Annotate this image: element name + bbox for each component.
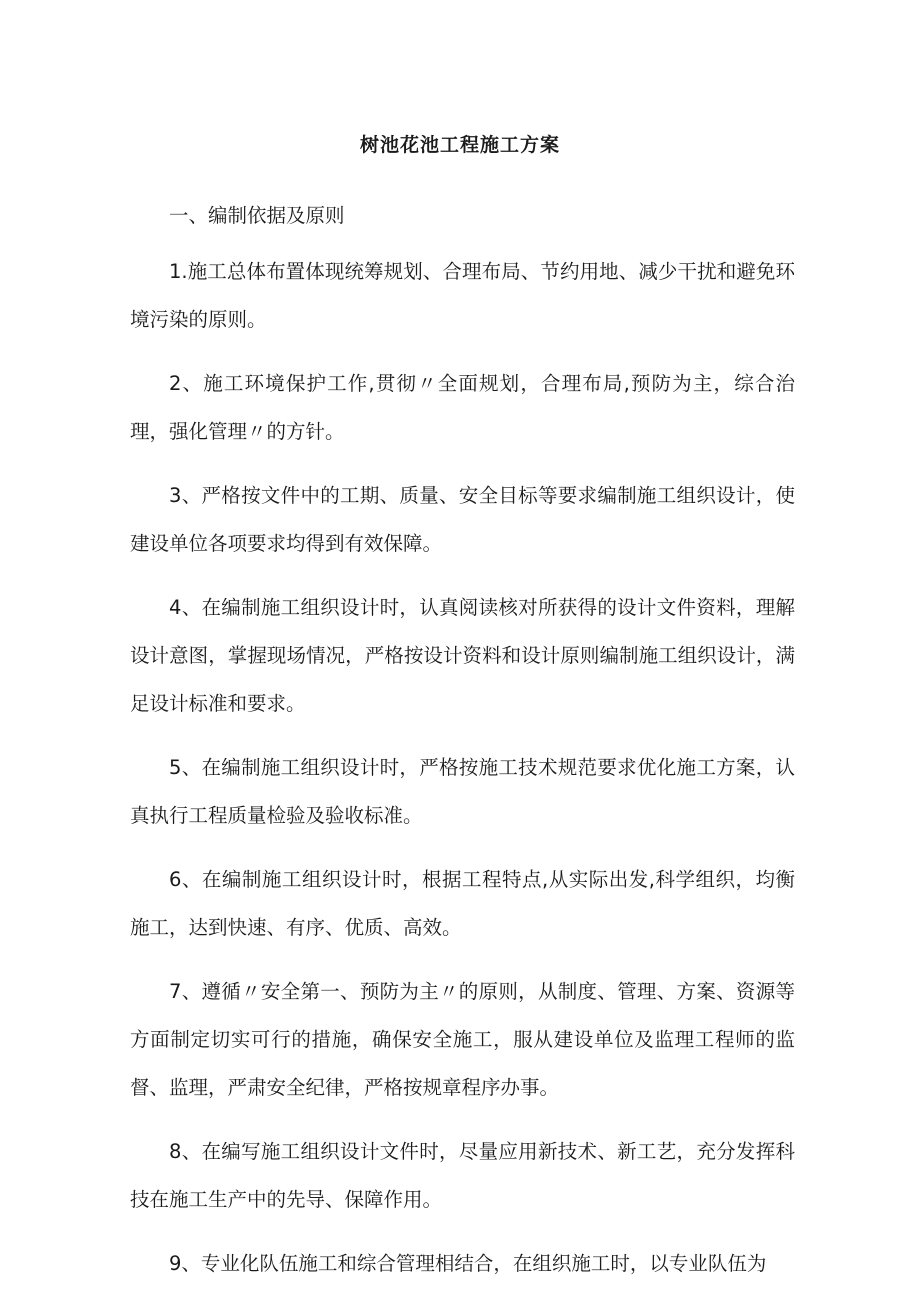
document-body	[130, 196, 795, 1304]
paragraph-6: 6、在编制施工组织设计时，根据工程特点,从实际出发,科学组织，均衡施工，达到快速、有序、优质、高效。	[130, 868, 795, 939]
paragraph-9: 9、专业化队伍施工和综合管理相结合，在组织施工时，以专业队伍为	[169, 1252, 767, 1275]
paragraph-7: 7、遵循〃安全第一、预防为主〃的原则，从制度、管理、方案、资源等方面制定切实可行的措施，确保安全施工，服从建设单位及监理工程师的监督、监理，严肃安全纪律，严格按规章程序办事。	[130, 980, 795, 1099]
paragraph-4: 4、在编制施工组织设计时，认真阅读核对所获得的设计文件资料，理解设计意图，掌握现场情况，严格按设计资料和设计原则编制施工组织设计，满足设计标准和要求。	[130, 596, 795, 715]
paragraph-5: 5、在编制施工组织设计时，严格按施工技术规范要求优化施工方案，认真执行工程质量检验及验收标准。	[130, 756, 795, 827]
paragraph-2: 2、施工环境保护工作,贯彻〃全面规划，合理布局,预防为主，综合治理，强化管理〃的方针。	[130, 372, 795, 443]
paragraph-1: 1.施工总体布置体现统筹规划、合理布局、节约用地、减少干扰和避免环境污染的原则。	[130, 260, 795, 331]
paragraph-3: 3、严格按文件中的工期、质量、安全目标等要求编制施工组织设计，使建设单位各项要求均得到有效保障。	[130, 484, 795, 555]
paragraph-8: 8、在编写施工组织设计文件时，尽量应用新技术、新工艺，充分发挥科技在施工生产中的先导、保障作用。	[130, 1140, 795, 1211]
document-title: 树池花池工程施工方案	[359, 134, 560, 156]
section-heading: 一、编制依据及原则	[169, 204, 345, 227]
